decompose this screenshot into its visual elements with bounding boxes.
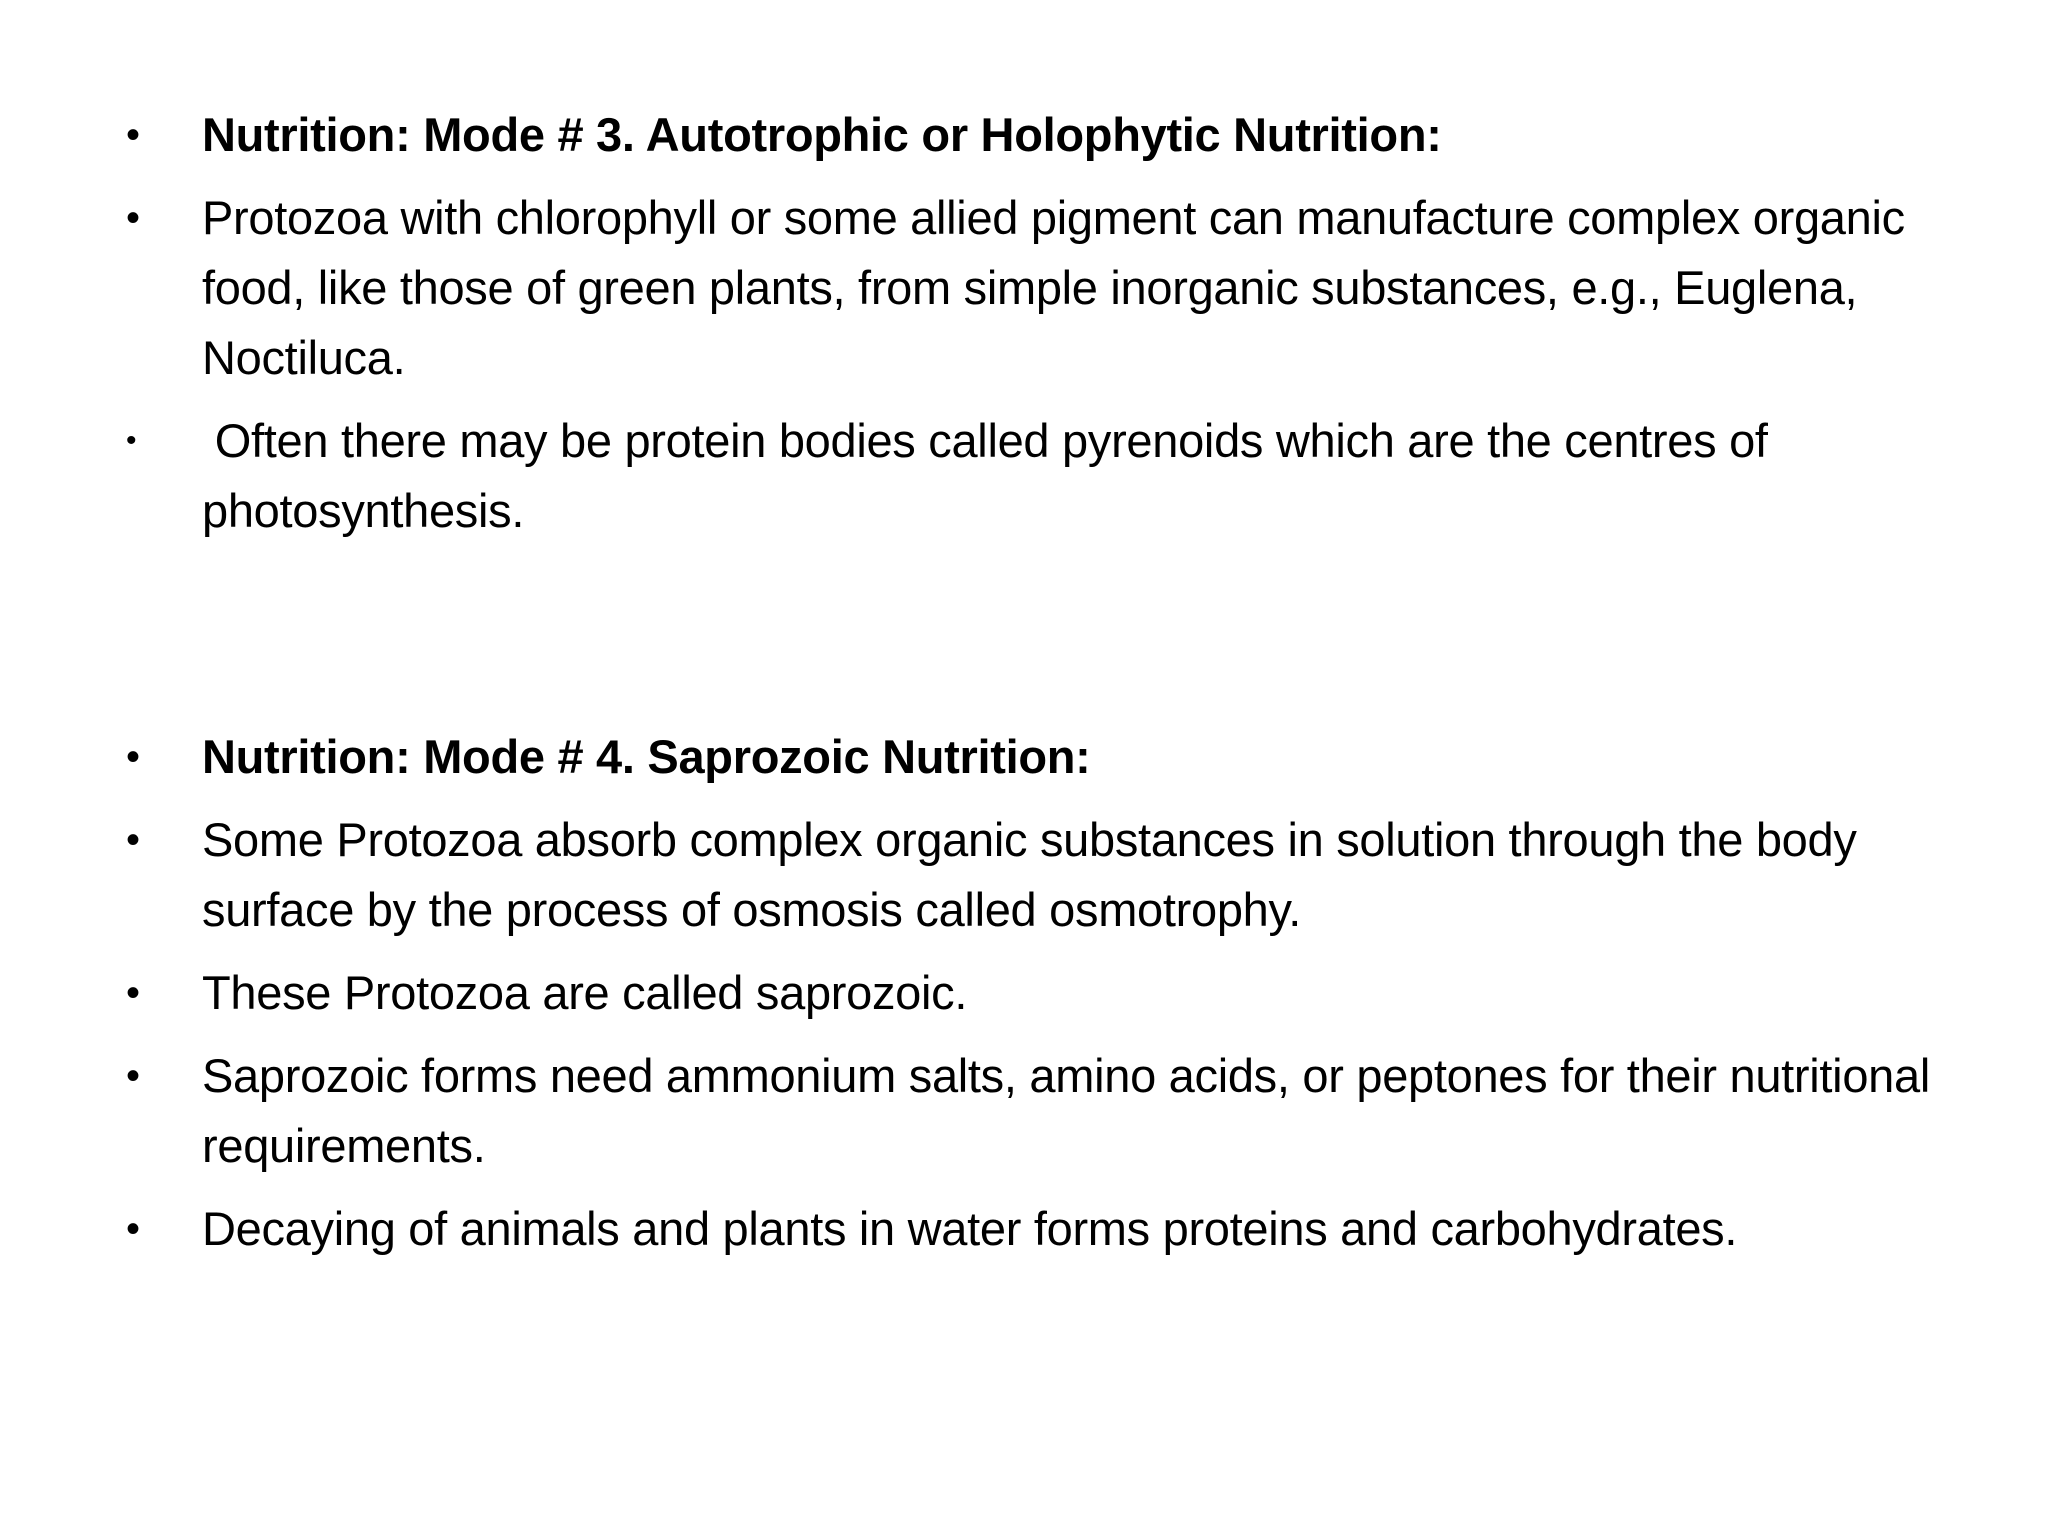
bullet-item — [120, 805, 1940, 945]
bullet-list-autotrophic — [120, 100, 1940, 559]
bullet-text: These Protozoa are called saprozoic. — [202, 966, 968, 1019]
bullet-list-saprozoic — [120, 722, 1940, 1277]
bullet-text: Protozoa with chlorophyll or some allied pigment can manufacture complex organic food, like those of green plants, from simple inorganic substances, e.g., Euglena, Noctiluca. — [202, 191, 1905, 384]
bullet-dot: • — [126, 1207, 141, 1251]
bullet-item — [120, 406, 1940, 546]
bullet-dot: • — [126, 1054, 141, 1098]
bullet-text: Decaying of animals and plants in water forms proteins and carbohydrates. — [202, 1202, 1738, 1255]
bullet-dot: • — [126, 113, 141, 157]
bullet-item — [120, 183, 1940, 393]
bullet-item — [120, 958, 1940, 1028]
bullet-text: Often there may be protein bodies called pyrenoids which are the centres of photosynthesis. — [202, 414, 1781, 537]
bullet-dot: • — [126, 424, 137, 457]
section-heading: Nutrition: Mode # 3. Autotrophic or Holophytic Nutrition: — [202, 108, 1442, 161]
bullet-dot: • — [126, 196, 141, 240]
bullet-text: Some Protozoa absorb complex organic substances in solution through the body surface by the process of osmosis called osmotrophy. — [202, 813, 1857, 936]
bullet-text: Saprozoic forms need ammonium salts, amino acids, or peptones for their nutritional requirements. — [202, 1049, 1930, 1172]
bullet-dot: • — [126, 735, 141, 779]
bullet-item — [120, 722, 1940, 792]
section-heading: Nutrition: Mode # 4. Saprozoic Nutrition: — [202, 730, 1091, 783]
bullet-item — [120, 1041, 1940, 1181]
bullet-dot: • — [126, 971, 141, 1015]
bullet-item — [120, 100, 1940, 170]
bullet-dot: • — [126, 818, 141, 862]
bullet-item — [120, 1194, 1940, 1264]
